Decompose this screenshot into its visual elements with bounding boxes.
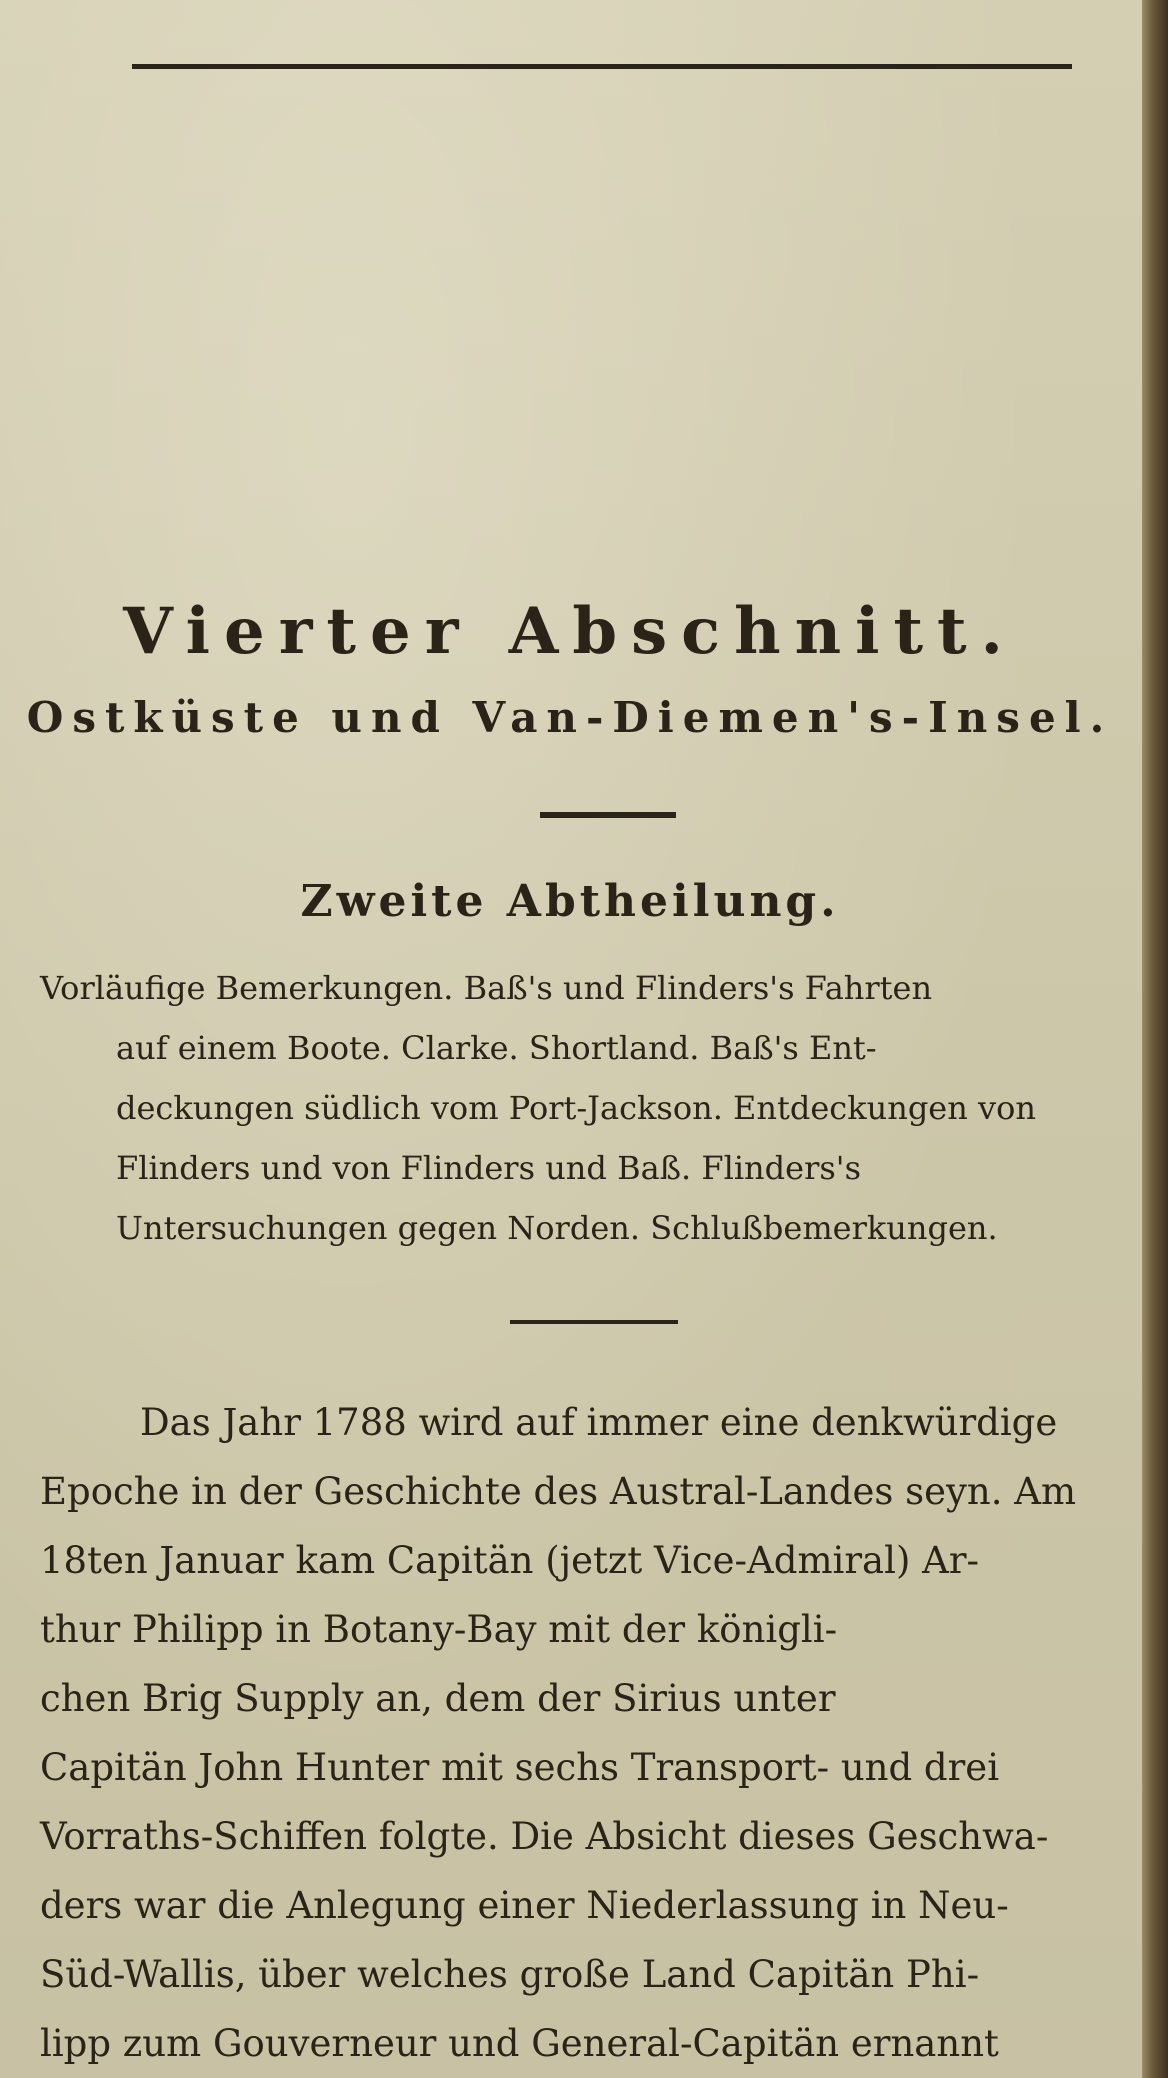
body-line: ders war die Anlegung einer Niederlassung in Neu- (40, 1884, 1009, 1927)
body-line: Capitän John Hunter mit sechs Transport- und drei (40, 1746, 1000, 1789)
body-line: 18ten Januar kam Capitän (jetzt Vice-Admiral) Ar- (40, 1539, 980, 1582)
body-line: lipp zum Gouverneur und General-Capitän ernannt (40, 2022, 999, 2065)
divider-rule (510, 1320, 678, 1324)
divider-rule (540, 812, 676, 818)
body-line: Süd-Wallis, über welches große Land Capitän Phi- (40, 1953, 980, 1996)
body-line: Vorraths-Schiffen folgte. Die Absicht dieses Geschwa- (40, 1815, 1049, 1858)
summary-line: Flinders und von Flinders und Baß. Flinders's (116, 1149, 862, 1187)
summary-line: deckungen südlich vom Port-Jackson. Entdeckungen von (116, 1089, 1036, 1127)
summary-line: Untersuchungen gegen Norden. Schlußbemerkungen. (116, 1209, 998, 1247)
section-summary (40, 958, 1120, 1258)
body-line: chen Brig Supply an, dem der Sirius unter (40, 1677, 836, 1720)
top-rule (132, 64, 1072, 69)
body-line: Epoche in der Geschichte des Austral-Landes seyn. Am (40, 1470, 1077, 1513)
chapter-subtitle: Ostküste und Van-Diemen's-Insel. (26, 693, 1114, 742)
section-title: Zweite Abtheilung. (300, 876, 840, 927)
body-line: Das Jahr 1788 wird auf immer eine denkwürdige (140, 1401, 1058, 1444)
summary-line: auf einem Boote. Clarke. Shortland. Baß's Ent- (116, 1029, 877, 1067)
body-line: thur Philipp in Botany-Bay mit der königli- (40, 1608, 838, 1651)
chapter-title: Vierter Abschnitt. (123, 594, 1017, 669)
page-edge-shadow (1142, 0, 1168, 2078)
summary-line: Vorläufige Bemerkungen. Baß's und Flinders's Fahrten (40, 969, 933, 1007)
body-paragraph (40, 1388, 1120, 2078)
